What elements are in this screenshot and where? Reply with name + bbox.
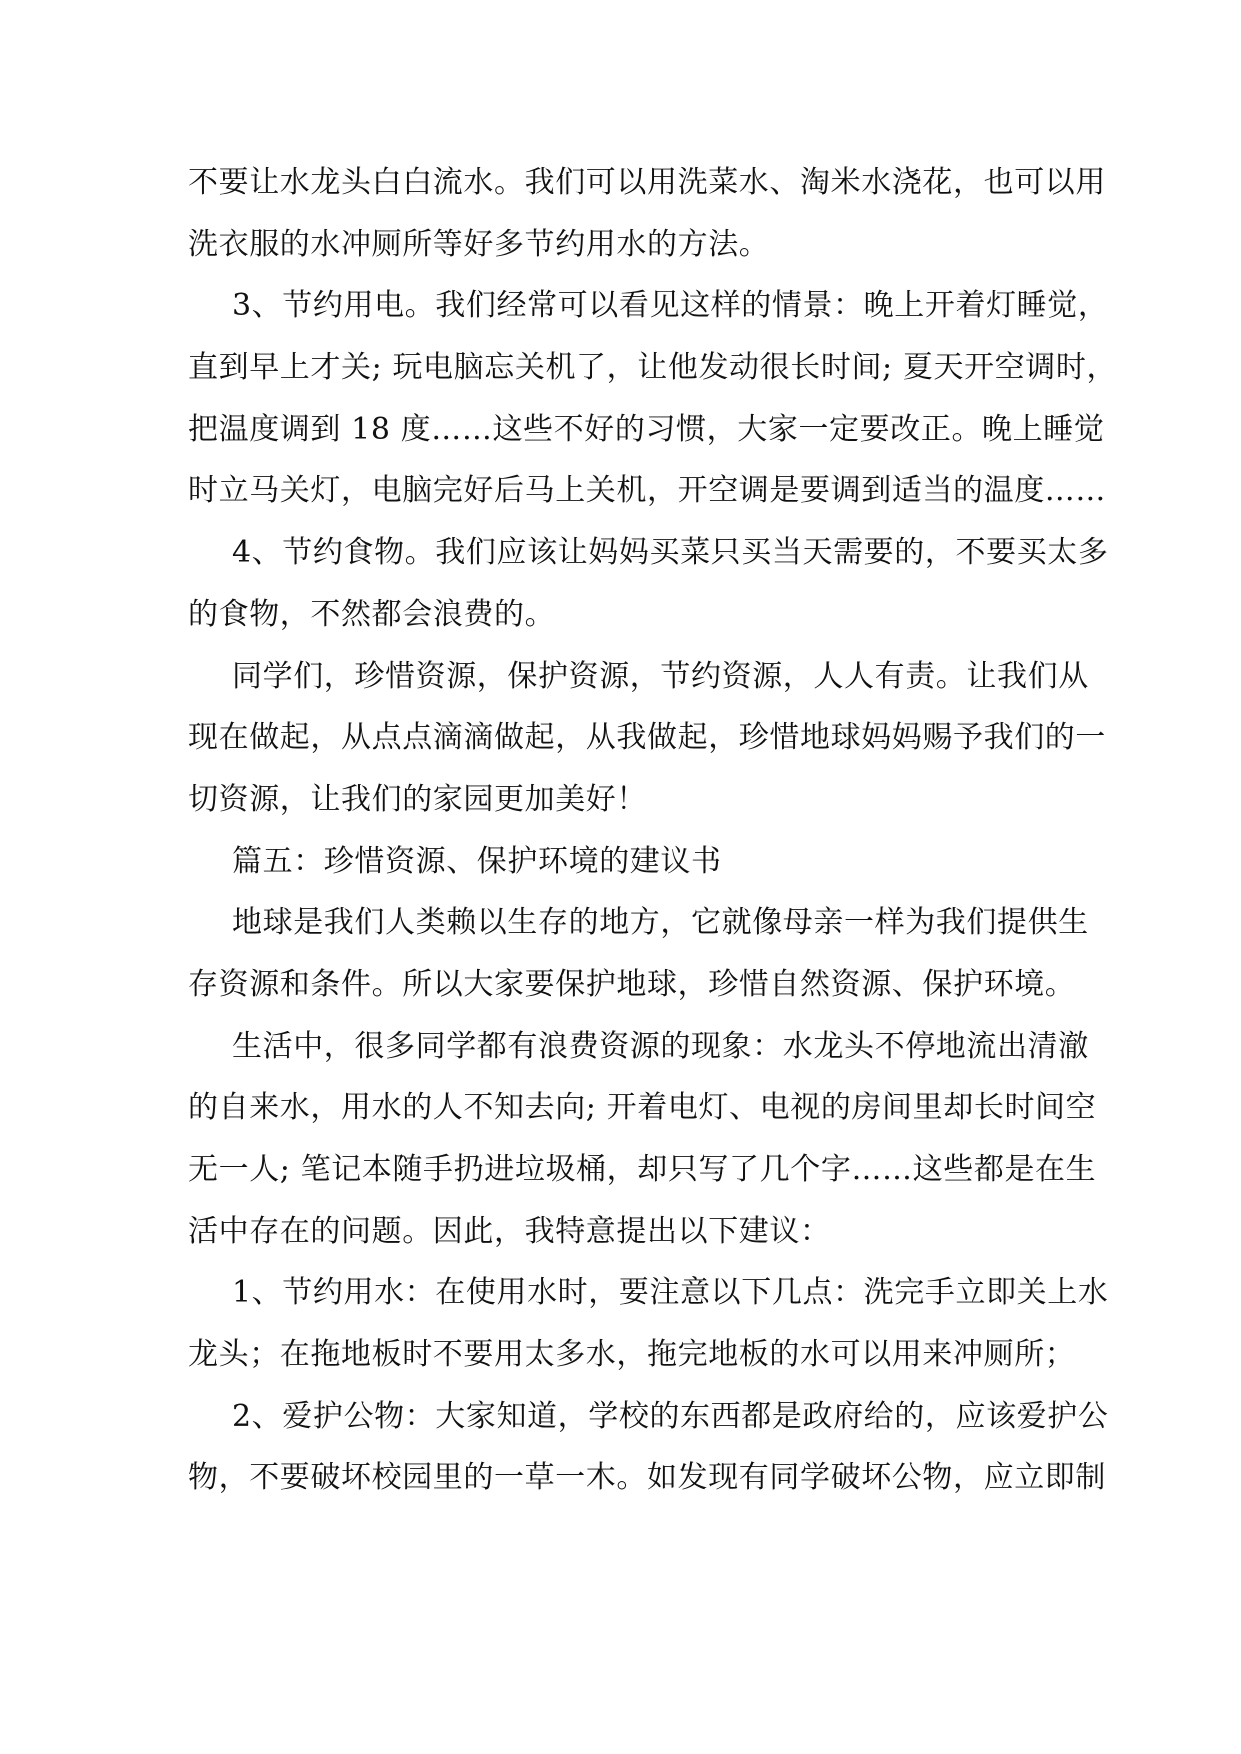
paragraph-start-line: 地球是我们人类赖以生存的地方，它就像母亲一样为我们提供生 (232, 905, 1089, 941)
text-line: 存资源和条件。所以大家要保护地球，珍惜自然资源、保护环境。 (188, 966, 1076, 1002)
text-line: 无一人; 笔记本随手扔进垃圾桶，却只写了几个字……这些都是在生 (188, 1152, 1097, 1187)
text-line: 时立马关灯，电脑完好后马上关机，开空调是要调到适当的温度…… (188, 473, 1106, 509)
section-heading: 篇五：珍惜资源、保护环境的建议书 (232, 843, 722, 879)
paragraph-start-line: 4、节约食物。我们应该让妈妈买菜只买当天需要的，不要买太多 (232, 535, 1109, 571)
text-line: 现在做起，从点点滴滴做起，从我做起，珍惜地球妈妈赐予我们的一 (188, 720, 1106, 756)
text-line: 龙头；在拖地板时不要用太多水，拖完地板的水可以用来冲厕所； (188, 1337, 1076, 1373)
text-line: 直到早上才关; 玩电脑忘关机了，让他发动很长时间; 夏天开空调时， (188, 350, 1118, 386)
text-line: 活中存在的问题。因此，我特意提出以下建议： (188, 1213, 831, 1249)
text-line: 把温度调到 18 度……这些不好的习惯，大家一定要改正。晚上睡觉 (188, 411, 1105, 447)
text-line: 物，不要破坏校园里的一草一木。如发现有同学破坏公物，应立即制 (188, 1460, 1106, 1496)
text-line: 洗衣服的水冲厕所等好多节约用水的方法。 (188, 226, 770, 262)
text-line: 的食物，不然都会浪费的。 (188, 596, 556, 632)
paragraph-start-line: 2、爱护公物：大家知道，学校的东西都是政府给的，应该爱护公 (232, 1398, 1109, 1434)
paragraph-start-line: 3、节约用电。我们经常可以看见这样的情景：晚上开着灯睡觉， (232, 288, 1109, 324)
text-line: 的自来水，用水的人不知去向; 开着电灯、电视的房间里却长时间空 (188, 1090, 1097, 1126)
text-line: 切资源，让我们的家园更加美好！ (188, 781, 647, 817)
paragraph-start-line: 生活中，很多同学都有浪费资源的现象：水龙头不停地流出清澈 (232, 1028, 1089, 1064)
text-line: 不要让水龙头白白流水。我们可以用洗菜水、淘米水浇花，也可以用 (188, 165, 1106, 200)
paragraph-start-line: 1、节约用水：在使用水时，要注意以下几点：洗完手立即关上水 (232, 1275, 1109, 1311)
paragraph-start-line: 同学们，珍惜资源，保护资源，节约资源，人人有责。让我们从 (232, 658, 1089, 694)
body-text (188, 152, 1118, 1509)
